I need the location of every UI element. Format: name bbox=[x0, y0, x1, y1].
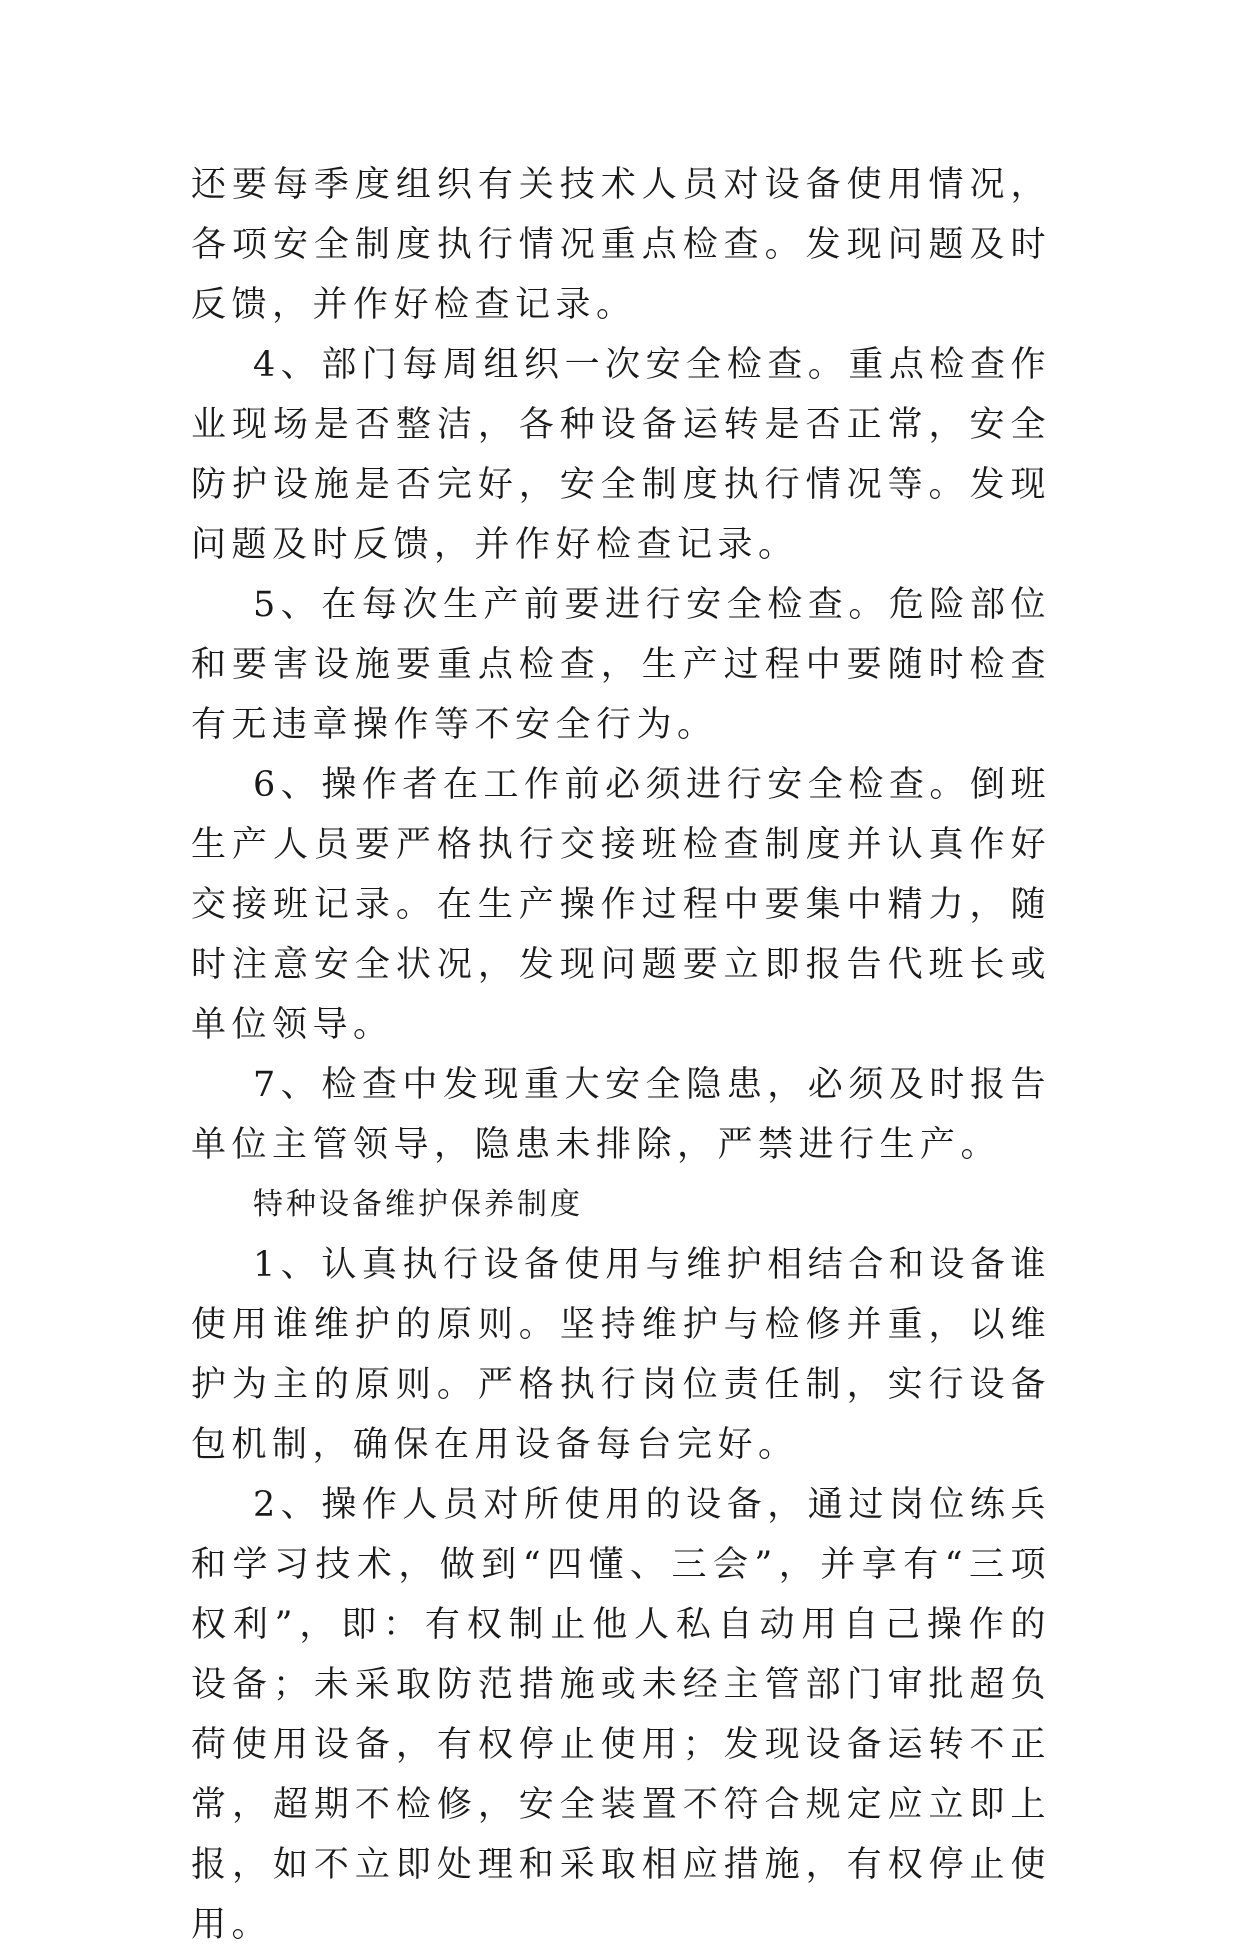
paragraph-item-7: 7、检查中发现重大安全隐患，必须及时报告单位主管领导，隐患未排除，严禁进行生产。 bbox=[191, 1065, 1051, 1165]
paragraph-item-1: 1、认真执行设备使用与维护相结合和设备谁使用谁维护的原则。坚持维护与检修并重，以维护为主的原则。严格执行岗位责任制，实行设备包机制，确保在用设备每台完好。 bbox=[191, 1245, 1051, 1465]
paragraph-item-4: 4、部门每周组织一次安全检查。重点检查作业现场是否整洁，各种设备运转是否正常，安全防护设施是否完好，安全制度执行情况等。发现问题及时反馈，并作好检查记录。 bbox=[191, 345, 1051, 565]
paragraph-continuation: 还要每季度组织有关技术人员对设备使用情况，各项安全制度执行情况重点检查。发现问题及时反馈，并作好检查记录。 bbox=[191, 165, 1051, 325]
paragraph-item-2: 2、操作人员对所使用的设备，通过岗位练兵和学习技术，做到“四懂、三会”，并享有“三项权利”，即：有权制止他人私自动用自己操作的设备；未采取防范措施或未经主管部门审批超负荷使用设备，有权停止使用；发现设备运转不正常，超期不检修，安全装置不符合规定应立即上报，如不立即处理和采取相应措施，有权停止使用。 bbox=[191, 1485, 1051, 1945]
paragraph-item-5: 5、在每次生产前要进行安全检查。危险部位和要害设施要重点检查，生产过程中要随时检查有无违章操作等不安全行为。 bbox=[191, 585, 1051, 745]
paragraph-item-6: 6、操作者在工作前必须进行安全检查。倒班生产人员要严格执行交接班检查制度并认真作好交接班记录。在生产操作过程中要集中精力，随时注意安全状况，发现问题要立即报告代班长或单位领导。 bbox=[191, 765, 1051, 1045]
document-body bbox=[191, 155, 1051, 1955]
section-heading: 特种设备维护保养制度 bbox=[253, 1187, 583, 1222]
